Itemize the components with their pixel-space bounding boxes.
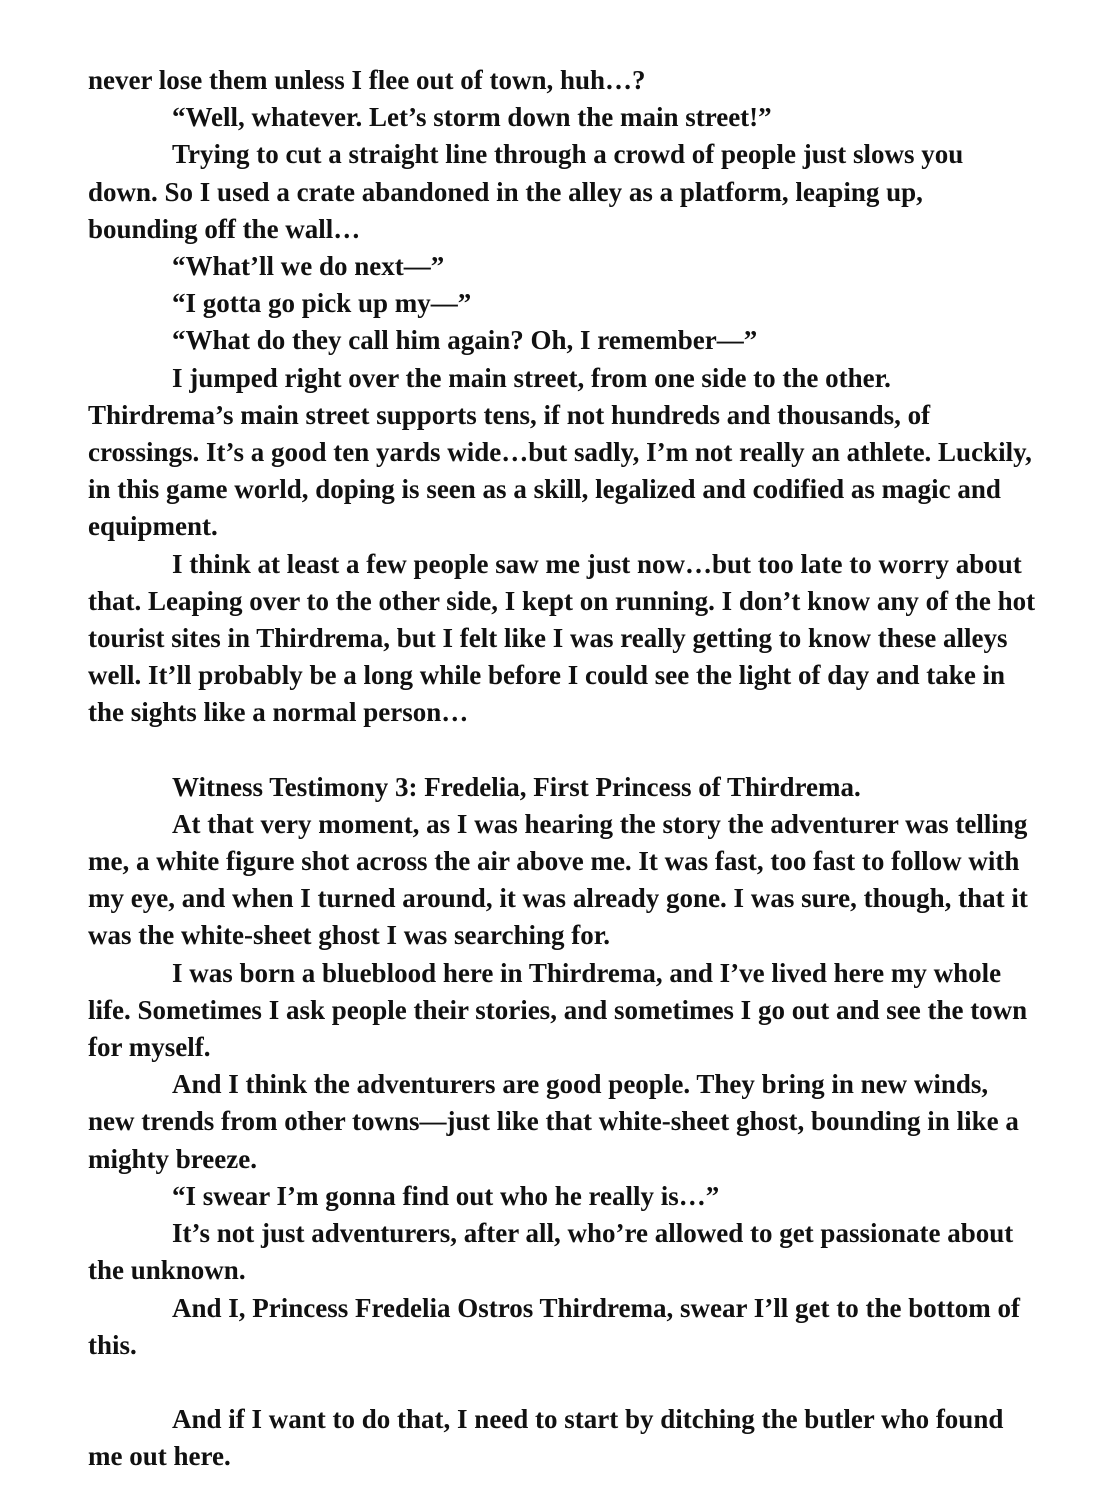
paragraph-3: Trying to cut a straight line through a crowd of people just slows you down. So I used a crate abandoned in the alley as a platform, leaping up, bounding off the wall…: [88, 139, 964, 244]
paragraph-12: And I think the adventurers are good people. They bring in new winds, new trends from other towns—just like that white-sheet ghost, bounding in like a mighty breeze.: [88, 1069, 1019, 1174]
section-break: [88, 1364, 1038, 1401]
paragraph-5: “I gotta go pick up my—”: [172, 288, 472, 319]
paragraph-1: never lose them unless I flee out of town, huh…?: [88, 65, 646, 95]
section-break: [88, 732, 1038, 769]
paragraph-13: “I swear I’m gonna find out who he really is…”: [172, 1180, 720, 1211]
paragraph-14: It’s not just adventurers, after all, who’re allowed to get passionate about the unknown.: [88, 1218, 1014, 1286]
document-page: [88, 62, 1038, 1475]
paragraph-6: “What do they call him again? Oh, I remember—”: [172, 325, 758, 356]
paragraph-15: And I, Princess Fredelia Ostros Thirdrema, swear I’ll get to the bottom of this.: [88, 1292, 1020, 1360]
paragraph-10: At that very moment, as I was hearing the story the adventurer was telling me, a white figure shot across the air above me. It was fast, too fast to follow with my eye, and when I turned around, it was already gone. I was sure, though, that it was the white-sheet ghost I was searching for.: [88, 808, 1028, 951]
paragraph-2: “Well, whatever. Let’s storm down the main street!”: [172, 102, 772, 133]
paragraph-16: And if I want to do that, I need to start by ditching the butler who found me out here.: [88, 1403, 1004, 1472]
paragraph-8: I think at least a few people saw me just now…but too late to worry about that. Leaping over to the other side, I kept on running. I don’t know any of the hot tourist sites in Thirdrema, but I felt like I was really getting to know these alleys well. It’ll probably be a long while before I could see the light of day and take in the sights like a normal person…: [88, 548, 1036, 728]
paragraph-11: I was born a blueblood here in Thirdrema, and I’ve lived here my whole life. Sometimes I ask people their stories, and sometimes I go out and see the town for myself.: [88, 957, 1028, 1063]
paragraph-7: I jumped right over the main street, from one side to the other. Thirdrema’s main street supports tens, if not hundreds and thousands, of crossings. It’s a good ten yards wide…but sadly, I’m not really an athlete. Luckily, in this game world, doping is seen as a skill, legalized and codified as magic and equipment.: [88, 362, 1032, 542]
paragraph-9: Witness Testimony 3: Fredelia, First Princess of Thirdrema.: [172, 771, 861, 802]
paragraph-4: “What’ll we do next—”: [172, 251, 445, 282]
